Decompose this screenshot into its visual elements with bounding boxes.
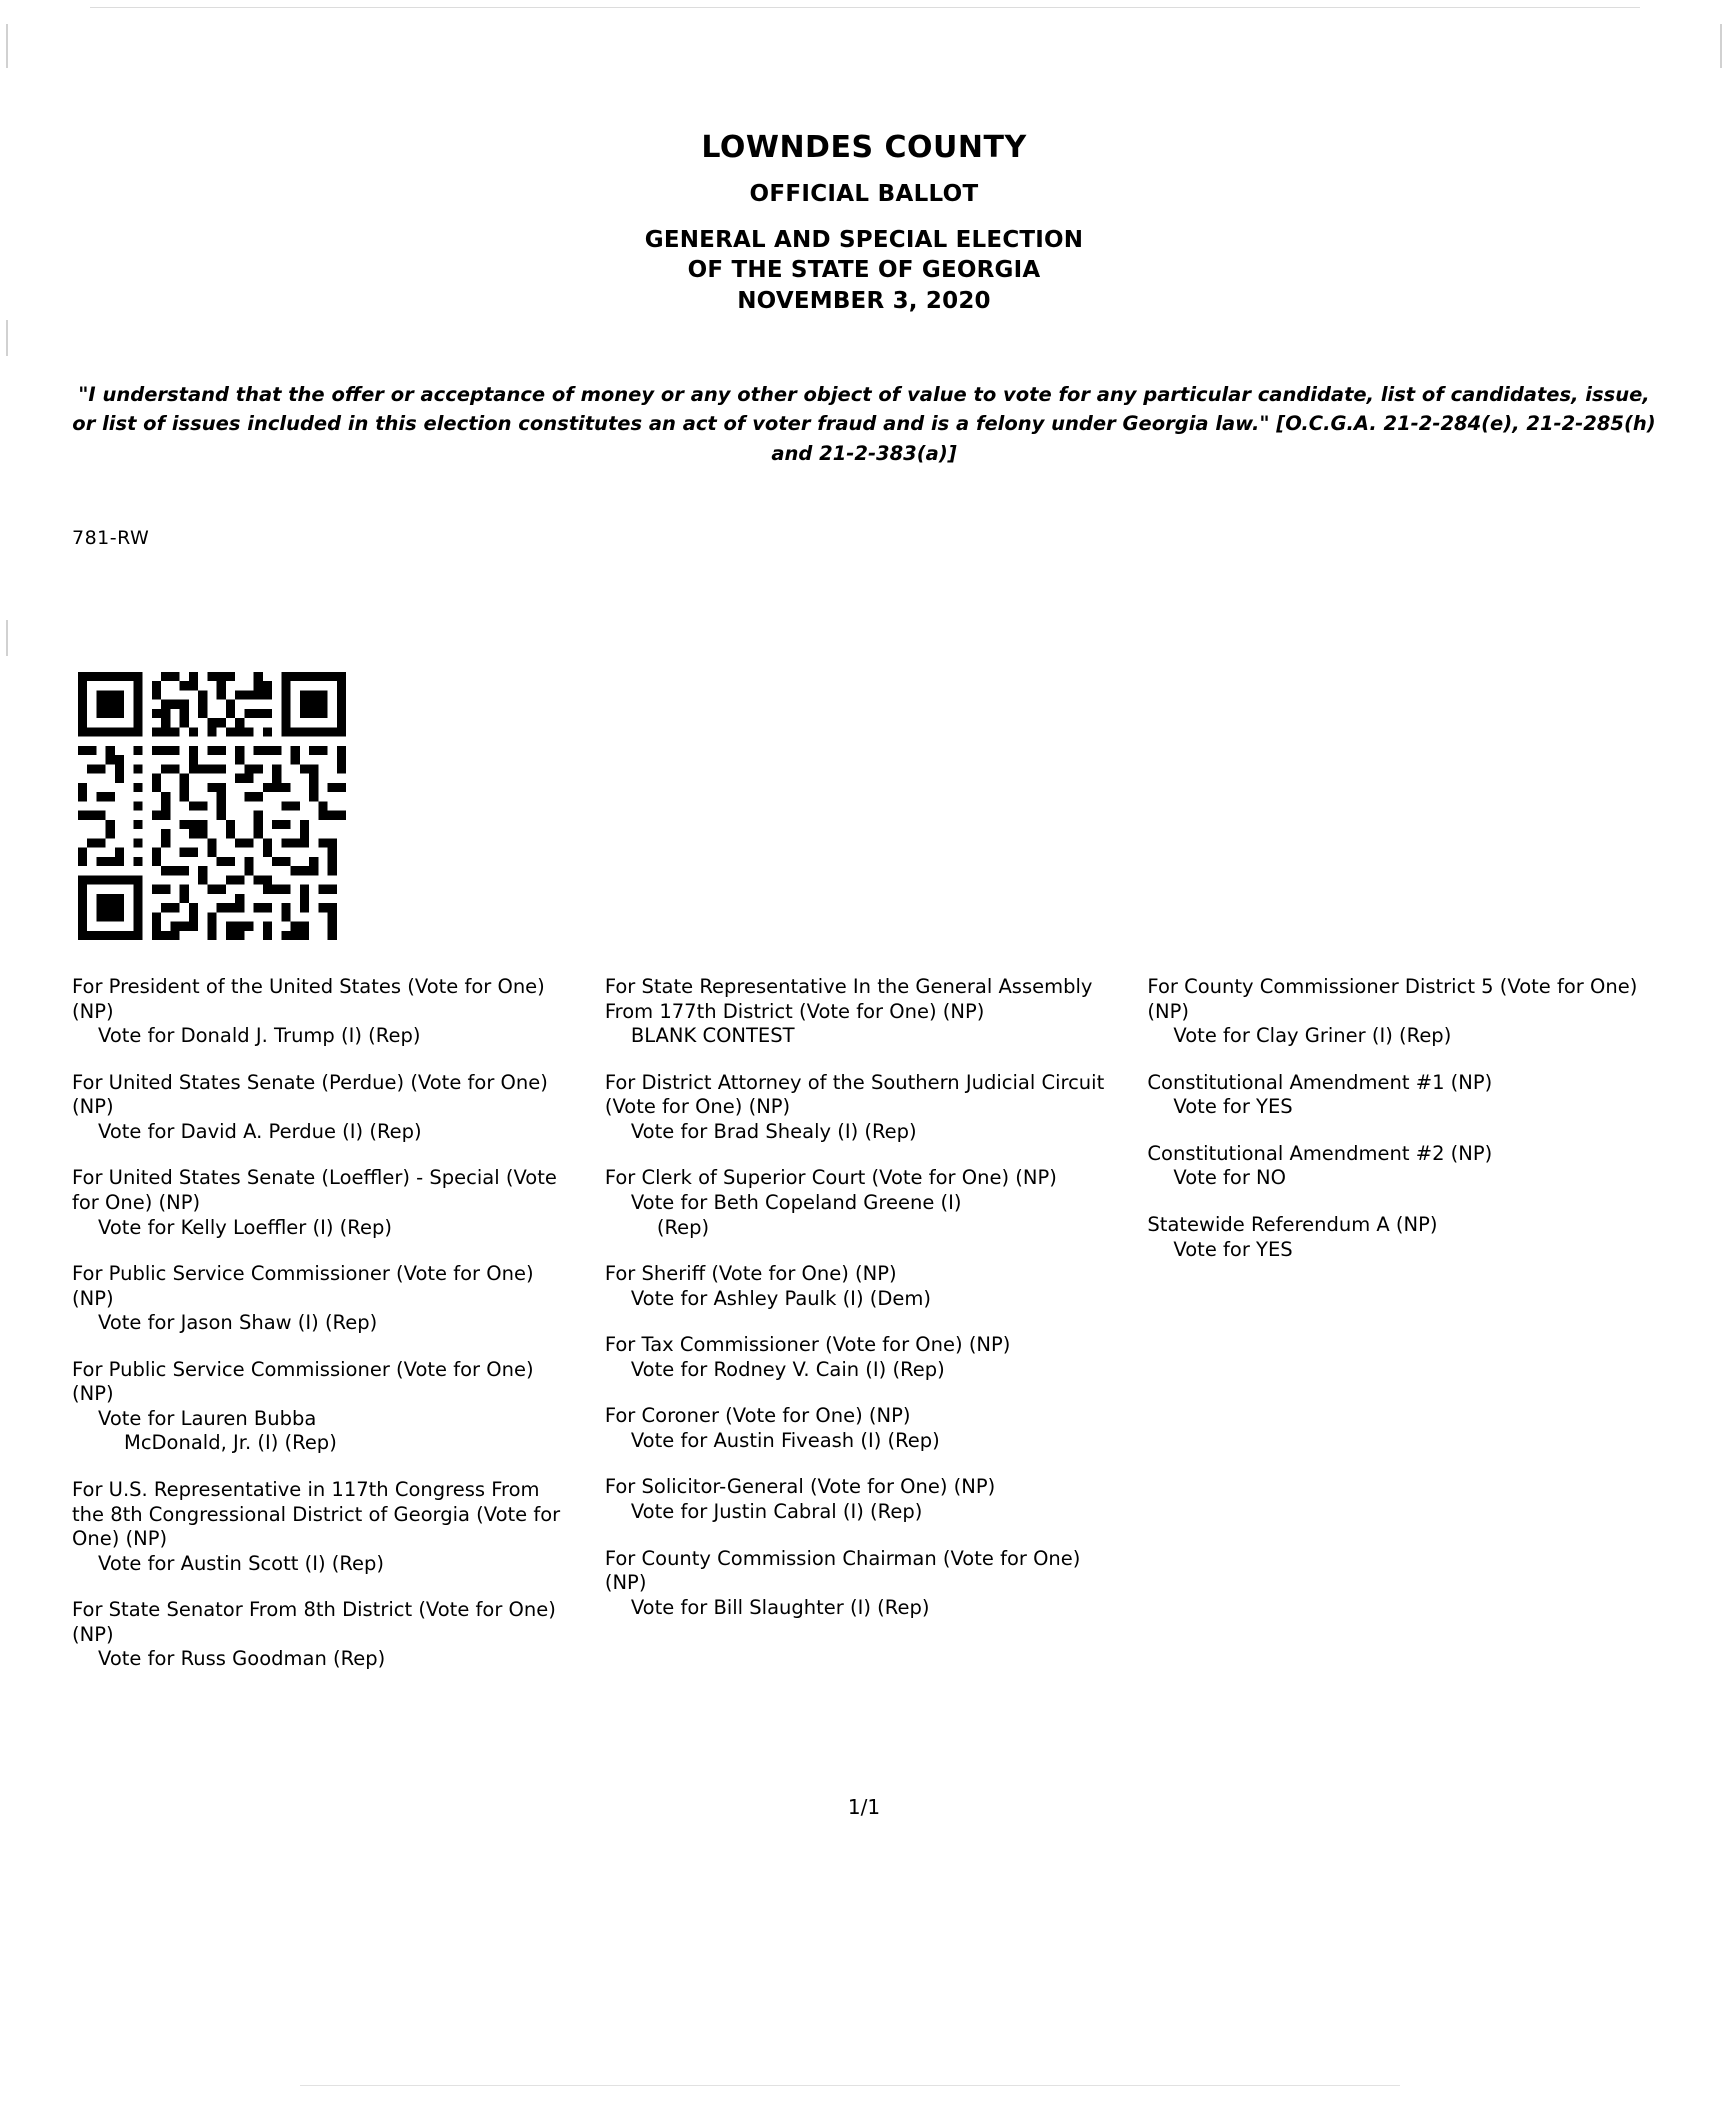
contest-title: Constitutional Amendment #2 (NP) (1147, 1141, 1493, 1165)
contest-choice: Vote for Justin Cabral (I) (Rep) (630, 1500, 923, 1523)
contest-title: For Coroner (Vote for One) (NP) (604, 1404, 911, 1428)
contest-choice: BLANK CONTEST (630, 1024, 795, 1048)
contest-title: For Sheriff (Vote for One) (NP) (604, 1262, 897, 1286)
contest (1147, 1142, 1662, 1191)
contest-choice-continuation: (Rep) (656, 1215, 710, 1239)
voter-fraud-oath: "I understand that the offer or acceptance of money or any other object of value to vote for any particular candidate, list of candidates, issue, or list of issues included in this election constitutes an act of voter fraud and is a felony under Georgia law." [O.C.G.A. 21-2-284(e), 21-2-285(h) and 21-2-383(a)] (72, 383, 1656, 465)
scan-edge-mark-left-3 (6, 620, 8, 656)
contest-choice: Vote for NO (1173, 1166, 1286, 1190)
contest (72, 1478, 577, 1576)
contest-choice: Vote for Donald J. Trump (I) (Rep) (98, 1024, 421, 1048)
contest (72, 1071, 577, 1145)
election-date: NOVEMBER 3, 2020 (737, 287, 991, 314)
contest-columns (72, 975, 1662, 1694)
contest-title: For County Commission Chairman (Vote for One) (NP) (604, 1546, 1081, 1595)
official-ballot-title: OFFICIAL BALLOT (749, 181, 979, 207)
contest (605, 1166, 1120, 1240)
contest-choice: Vote for Rodney V. Cain (I) (Rep) (630, 1357, 945, 1381)
contest-title: For State Representative In the General Assembly From 177th District (Vote for One) (NP) (604, 975, 1093, 1023)
contest-title: For United States Senate (Perdue) (Vote for One) (NP) (72, 1070, 548, 1119)
contest-choice: Vote for Clay Griner (I) (Rep) (1173, 1024, 1452, 1048)
contest (605, 1333, 1120, 1382)
contest (605, 1404, 1120, 1453)
contest-choice: Vote for Russ Goodman (Rep) (98, 1647, 386, 1671)
contest (605, 1547, 1120, 1621)
contest-title: For Solicitor-General (Vote for One) (NP) (604, 1475, 996, 1499)
contest (72, 1262, 577, 1336)
ballot-header (0, 130, 1728, 316)
contest-choice: Vote for Lauren Bubba (98, 1406, 317, 1430)
contest-column-1 (72, 975, 577, 1694)
contest-column-3 (1147, 975, 1662, 1694)
contest (605, 1071, 1120, 1145)
contest-choice: Vote for Austin Fiveash (I) (Rep) (630, 1428, 940, 1452)
contest (1147, 1071, 1662, 1120)
contest (1147, 1213, 1662, 1262)
contest (605, 1262, 1120, 1311)
contest-choice: Vote for Brad Shealy (I) (Rep) (630, 1119, 917, 1143)
contest-choice: Vote for Beth Copeland Greene (I) (630, 1190, 962, 1214)
contest (72, 1358, 577, 1456)
contest-title: For Clerk of Superior Court (Vote for One) (NP) (604, 1166, 1057, 1190)
contest (605, 1475, 1120, 1524)
contest (605, 975, 1120, 1049)
county-title: LOWNDES COUNTY (701, 130, 1027, 165)
contest-column-2 (605, 975, 1120, 1694)
contest-choice: Vote for David A. Perdue (I) (Rep) (98, 1119, 422, 1143)
contest-choice: Vote for Austin Scott (I) (Rep) (98, 1551, 385, 1575)
contest-title: For Tax Commissioner (Vote for One) (NP) (604, 1333, 1011, 1357)
scan-edge-mark-left-1 (6, 24, 8, 68)
contest-title: For President of the United States (Vote for One) (NP) (72, 975, 545, 1023)
contest-choice: Vote for Bill Slaughter (I) (Rep) (630, 1595, 930, 1619)
election-title-line-1: GENERAL AND SPECIAL ELECTION (644, 227, 1084, 253)
scan-edge-mark-right-1 (1720, 24, 1722, 68)
contest-choice: Vote for YES (1173, 1237, 1293, 1261)
contest-title: For District Attorney of the Southern Judicial Circuit (Vote for One) (NP) (604, 1070, 1105, 1119)
contest-choice: Vote for Jason Shaw (I) (Rep) (98, 1311, 378, 1335)
contest-title: Statewide Referendum A (NP) (1147, 1212, 1438, 1236)
contest (72, 975, 577, 1049)
contest (1147, 975, 1662, 1049)
page-number: 1/1 (847, 1795, 881, 1819)
election-title-line-2: OF THE STATE OF GEORGIA (687, 257, 1041, 284)
scan-edge-mark-top (90, 7, 1640, 8)
contest-choice: Vote for Ashley Paulk (I) (Dem) (630, 1286, 931, 1310)
qr-code (78, 672, 346, 940)
contest-choice-continuation: McDonald, Jr. (I) (Rep) (124, 1431, 337, 1455)
contest (72, 1598, 577, 1672)
contest (72, 1166, 577, 1240)
contest-choice: Vote for YES (1173, 1095, 1293, 1119)
scan-edge-mark-bottom (300, 2085, 1400, 2086)
contest-title: For Public Service Commissioner (Vote for One) (NP) (72, 1357, 534, 1406)
contest-choice: Vote for Kelly Loeffler (I) (Rep) (98, 1215, 392, 1239)
contest-title: For Public Service Commissioner (Vote for One) (NP) (72, 1262, 534, 1310)
scan-edge-mark-left-2 (6, 320, 8, 356)
contest-title: For County Commissioner District 5 (Vote for One) (NP) (1147, 975, 1638, 1023)
contest-title: Constitutional Amendment #1 (NP) (1147, 1070, 1493, 1094)
ballot-style-id: 781-RW (72, 527, 150, 549)
contest-title: For State Senator From 8th District (Vote for One) (NP) (72, 1598, 556, 1646)
contest-title: For U.S. Representative in 117th Congress From the 8th Congressional District of Georgia (Vote for One) (NP) (72, 1478, 561, 1551)
contest-title: For United States Senate (Loeffler) - Special (Vote for One) (NP) (72, 1166, 557, 1214)
